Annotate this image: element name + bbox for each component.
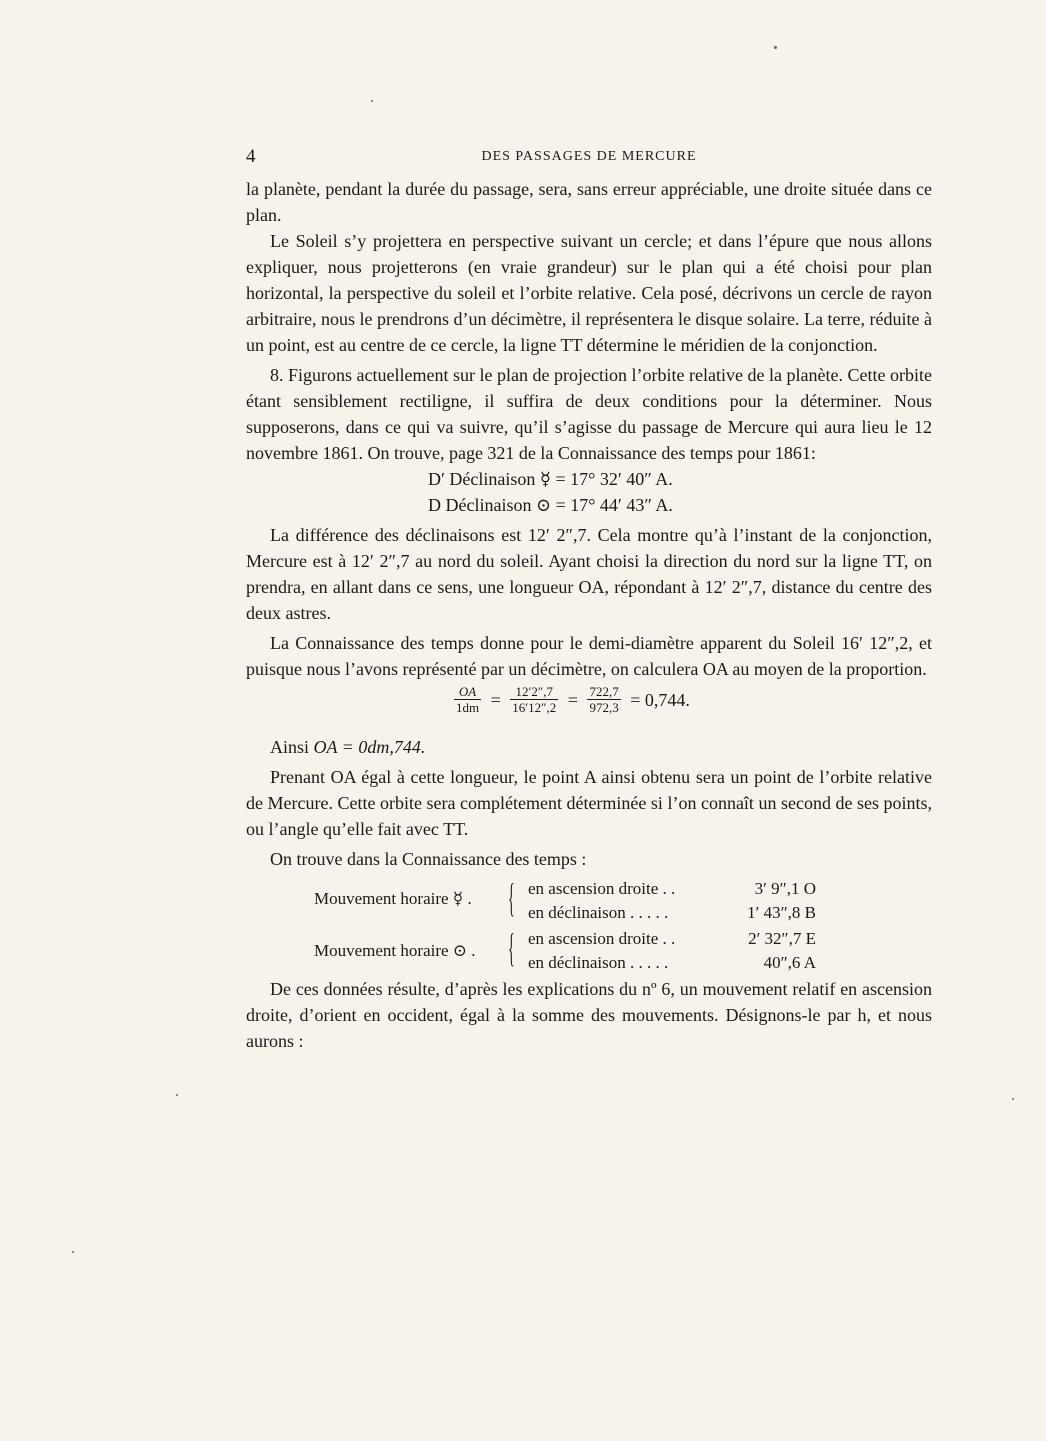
- paragraph-6: [246, 734, 932, 760]
- fraction-oa-denominator: 1dm: [456, 700, 480, 715]
- sun-decl-desc: en déclinaison . . . . .: [528, 953, 669, 972]
- paper-speck: [774, 46, 777, 49]
- mercury-ra-desc: en ascension droite . .: [528, 879, 676, 898]
- fraction-oa: [454, 684, 481, 715]
- sun-decl-value: 40″,6 A: [763, 953, 816, 972]
- paper-speck: [371, 100, 373, 102]
- proportion-equation: [246, 684, 932, 734]
- equals-sign: =: [567, 689, 578, 710]
- declination-mercury-label: D′ Déclinaison ☿: [428, 469, 551, 489]
- ainsi-text: Ainsi: [270, 737, 310, 757]
- oa-result: OA = 0dm,744.: [313, 737, 426, 757]
- page-number: 4: [246, 146, 256, 167]
- paper-speck: [1012, 1098, 1014, 1100]
- declination-mercury: [428, 466, 932, 492]
- mercury-motion-label: Mouvement horaire ☿ .: [314, 889, 472, 908]
- mercury-ra-value: 3′ 9″,1 O: [754, 879, 816, 898]
- fraction-decimals-denominator: 972,3: [589, 700, 619, 715]
- brace-mercury: {: [508, 875, 515, 920]
- fraction-arcs: [510, 684, 558, 715]
- declination-sun-label: D Déclinaison ⊙: [428, 495, 552, 515]
- mercury-decl-value: 1′ 43″,8 B: [747, 903, 816, 922]
- fraction-decimals-numerator: 722,7: [589, 684, 619, 699]
- sun-ra-value: 2′ 32″,7 E: [748, 929, 816, 948]
- fraction-oa-numerator: OA: [454, 684, 481, 700]
- fraction-decimals: [587, 684, 620, 715]
- paragraph-8: On trouve dans la Connaissance des temps :: [270, 849, 587, 869]
- fraction-arcs-numerator: 12′2″,7: [510, 684, 558, 700]
- paragraph-4: La différence des déclinaisons est 12′ 2″,7. Cela montre qu’à l’instant de la conjonction, Mercure est à 12′ 2″,7 au nord du soleil. Ayant choisi la direction du nord sur la ligne TT, on prendra, en allant dans ce sens, une longueur OA, répondant à 12′ 2″,7, distance du centre des deux astres.: [246, 525, 932, 623]
- sun-motion-label: Mouvement horaire ⊙ .: [314, 941, 476, 960]
- paper-speck: [176, 1094, 178, 1096]
- mercury-decl-desc: en déclinaison . . . . .: [528, 903, 669, 922]
- body-text: [246, 176, 932, 1054]
- paper-speck: [72, 1251, 74, 1253]
- proportion-result: = 0,744.: [630, 689, 690, 710]
- paragraph-1: la planète, pendant la durée du passage, sera, sans erreur appréciable, une droite située dans ce plan.: [246, 179, 932, 225]
- running-title: DES PASSAGES DE MERCURE: [481, 149, 697, 164]
- declination-block: [246, 466, 932, 518]
- page-header: [246, 146, 932, 168]
- fraction-arcs-denominator: 16′12″,2: [512, 700, 557, 715]
- equals-sign: =: [490, 689, 501, 710]
- declination-sun: [428, 492, 932, 518]
- declination-sun-value: = 17° 44′ 43″ A.: [555, 495, 673, 515]
- brace-sun: {: [508, 925, 515, 970]
- paragraph-7: Prenant OA égal à cette longueur, le point A ainsi obtenu sera un point de l’orbite relative de Mercure. Cette orbite sera complétement déterminée si l’on connaît un second de ses points, ou l’angle qu’elle fait avec TT.: [246, 767, 932, 839]
- declination-mercury-value: = 17° 32′ 40″ A.: [555, 469, 673, 489]
- paragraph-2: Le Soleil s’y projettera en perspective suivant un cercle; et dans l’épure que nous allons expliquer, nous projetterons (en vraie grandeur) sur le plan qui a été choisi pour plan horizontal, la perspective du soleil et l’orbite relative. Cela posé, décrivons un cercle de rayon arbitraire, nous le prendrons d’un décimètre, il représentera le disque solaire. La terre, réduite à un point, est au centre de ce cercle, la ligne TT détermine le méridien de la conjonction.: [246, 231, 932, 355]
- paragraph-3: 8. Figurons actuellement sur le plan de projection l’orbite relative de la planète. Cette orbite étant sensiblement rectiligne, il suffira de deux conditions pour la déterminer. Nous supposerons, dans ce qui va suivre, qu’il s’agisse du passage de Mercure qui aura lieu le 12 novembre 1861. On trouve, page 321 de la Connaissance des temps pour 1861:: [246, 365, 932, 463]
- paragraph-9: De ces données résulte, d’après les explications du nº 6, un mouvement relatif en ascension droite, d’orient en occident, égal à la somme des mouvements. Désignons-le par h, et nous aurons :: [246, 979, 932, 1051]
- paragraph-5: La Connaissance des temps donne pour le demi-diamètre apparent du Soleil 16′ 12″,2, et puisque nous l’avons représenté par un décimètre, on calculera OA au moyen de la proportion.: [246, 633, 932, 679]
- sun-ra-desc: en ascension droite . .: [528, 929, 676, 948]
- hourly-motion-table: [246, 876, 932, 976]
